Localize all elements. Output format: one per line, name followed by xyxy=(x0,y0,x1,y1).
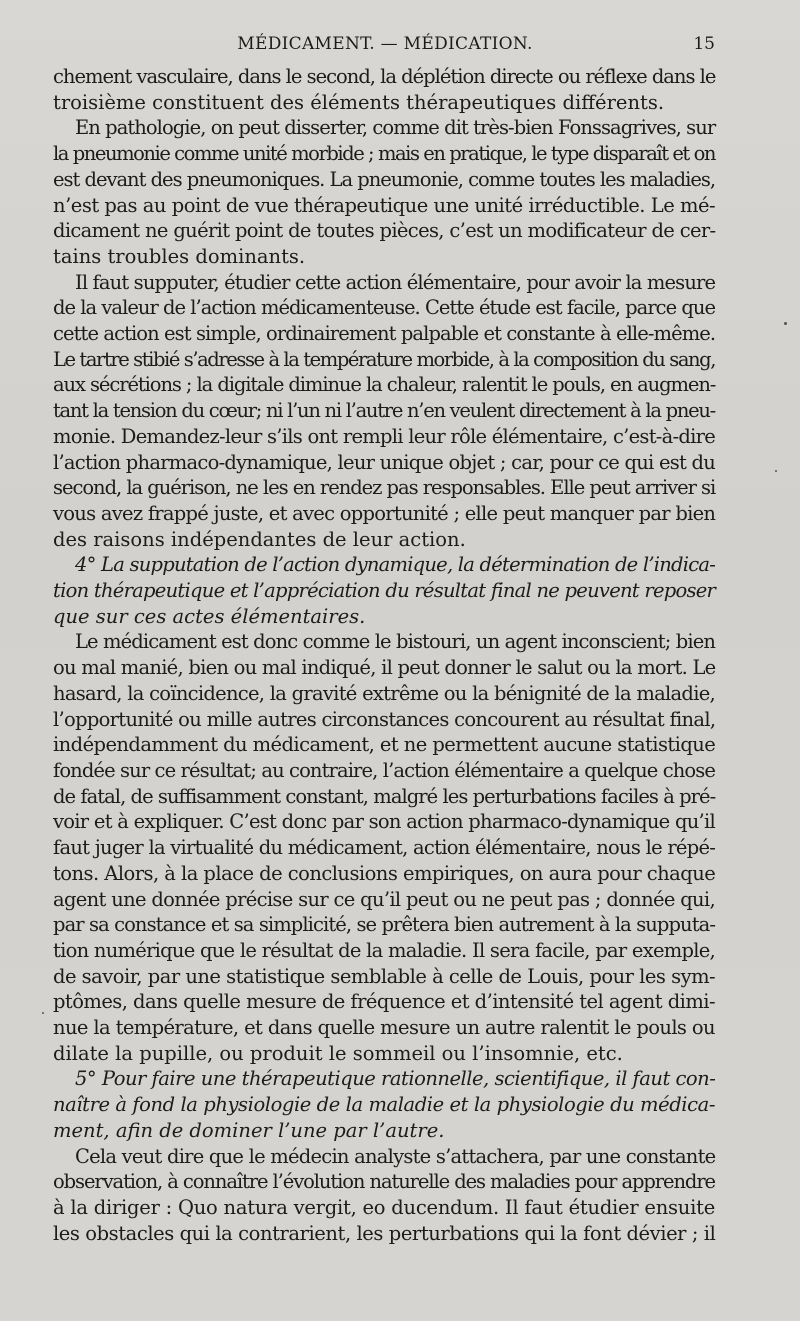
text-line: de savoir, par une statistique semblable à celle de Louis, pour les sym- xyxy=(53,964,716,988)
text-line: ou mal manié, bien ou mal indiqué, il peut donner le salut ou la mort. Le xyxy=(53,656,716,680)
paper-speck xyxy=(42,1012,44,1014)
text-line: des raisons indépendantes de leur action. xyxy=(53,527,466,551)
text-line: monie. Demandez-leur s’ils ont rempli leur rôle élémentaire, c’est-à-dire xyxy=(53,424,715,448)
text-line: tion numérique que le résultat de la maladie. Il sera facile, par exemple, xyxy=(53,938,715,962)
text-line: observation, à connaître l’évolution naturelle des maladies pour apprendre xyxy=(53,1170,715,1194)
text-line: nue la température, et dans quelle mesure un autre ralentit le pouls ou xyxy=(53,1016,715,1040)
text-line: tains troubles dominants. xyxy=(53,244,306,268)
page-number: 15 xyxy=(693,34,715,54)
paragraph-start-line: Il faut supputer, étudier cette action élémentaire, pour avoir la mesure xyxy=(75,270,716,294)
text-line: la pneumonie comme unité morbide ; mais en pratique, le type disparaît et on xyxy=(53,142,715,166)
text-line: Le tartre stibié s’adresse à la température morbide, à la composition du sang, xyxy=(53,347,715,371)
text-line: l’opportunité ou mille autres circonstances concourent au résultat final, xyxy=(53,707,716,731)
text-line: voir et à expliquer. C’est donc par son action pharmaco-dynamique qu’il xyxy=(53,810,715,834)
principle-5-line: naître à fond la physiologie de la maladie et la physiologie du médica- xyxy=(53,1093,715,1117)
text-line: troisième constituent des éléments thérapeutiques différents. xyxy=(53,90,665,114)
text-line: cette action est simple, ordinairement palpable et constante à elle-même. xyxy=(53,322,716,346)
text-line: second, la guérison, ne les en rendez pas responsables. Elle peut arriver si xyxy=(53,476,716,500)
text-line: est devant des pneumoniques. La pneumonie, comme toutes les maladies, xyxy=(53,167,715,191)
running-title: MÉDICAMENT. — MÉDICATION. xyxy=(237,34,533,54)
text-line: indépendamment du médicament, et ne permettent aucune statistique xyxy=(53,733,716,757)
text-line: de fatal, de suffisamment constant, malgré les perturbations faciles à pré- xyxy=(53,784,716,808)
text-line: tant la tension du cœur; ni l’un ni l’autre n’en veulent directement à la pneu- xyxy=(53,399,715,423)
principle-4-line: que sur ces actes élémentaires. xyxy=(53,604,366,628)
text-line: l’action pharmaco-dynamique, leur unique objet ; car, pour ce qui est du xyxy=(53,450,716,474)
text-line: de la valeur de l’action médicamenteuse. Cette étude est facile, parce que xyxy=(53,296,715,320)
paragraph-start-line: Le médicament est donc comme le bistouri, un agent inconscient; bien xyxy=(75,630,715,654)
principle-4-line: 4° La supputation de l’action dynamique, la détermination de l’indica- xyxy=(75,553,716,577)
text-line: ptômes, dans quelle mesure de fréquence et d’intensité tel agent dimi- xyxy=(53,990,715,1014)
page-header xyxy=(55,26,715,62)
text-line: par sa constance et sa simplicité, se prêtera bien autrement à la supputa- xyxy=(53,913,715,937)
text-line: tons. Alors, à la place de conclusions empiriques, on aura pour chaque xyxy=(53,861,716,885)
body-text xyxy=(53,64,715,1246)
principle-5-line: 5° Pour faire une thérapeutique rationnelle, scientifique, il faut con- xyxy=(75,1067,716,1091)
text-line: hasard, la coïncidence, la gravité extrême ou la bénignité de la maladie, xyxy=(53,681,715,705)
text-line: faut juger la virtualité du médicament, action élémentaire, nous le répé- xyxy=(53,836,716,860)
text-line: aux sécrétions ; la digitale diminue la chaleur, ralentit le pouls, en augmen- xyxy=(53,373,716,397)
text-line: dicament ne guérit point de toutes pièces, c’est un modificateur de cer- xyxy=(53,219,716,243)
text-line: dilate la pupille, ou produit le sommeil ou l’insomnie, etc. xyxy=(53,1041,623,1065)
text-line: à la diriger : Quo natura vergit, eo ducendum. Il faut étudier ensuite xyxy=(53,1195,715,1219)
text-line: vous avez frappé juste, et avec opportunité ; elle peut manquer par bien xyxy=(53,501,716,525)
text-line: chement vasculaire, dans le second, la déplétion directe ou réflexe dans le xyxy=(53,65,716,88)
paragraph-start-line: Cela veut dire que le médecin analyste s’attachera, par une constante xyxy=(75,1144,716,1168)
text-line: les obstacles qui la contrarient, les perturbations qui la font dévier ; il xyxy=(53,1221,716,1245)
paper-speck xyxy=(775,470,777,472)
paragraph-start-line: En pathologie, on peut disserter, comme dit très-bien Fonssagrives, sur xyxy=(75,116,716,140)
text-line: n’est pas au point de vue thérapeutique une unité irréductible. Le mé- xyxy=(53,193,716,217)
principle-4-line: tion thérapeutique et l’appréciation du résultat final ne peuvent reposer xyxy=(53,579,716,603)
paper-speck xyxy=(784,322,787,325)
text-line: fondée sur ce résultat; au contraire, l’action élémentaire a quelque chose xyxy=(53,758,716,782)
principle-5-line: ment, afin de dominer l’une par l’autre. xyxy=(53,1118,445,1142)
text-line: agent une donnée précise sur ce qu’il peut ou ne peut pas ; donnée qui, xyxy=(53,887,715,911)
